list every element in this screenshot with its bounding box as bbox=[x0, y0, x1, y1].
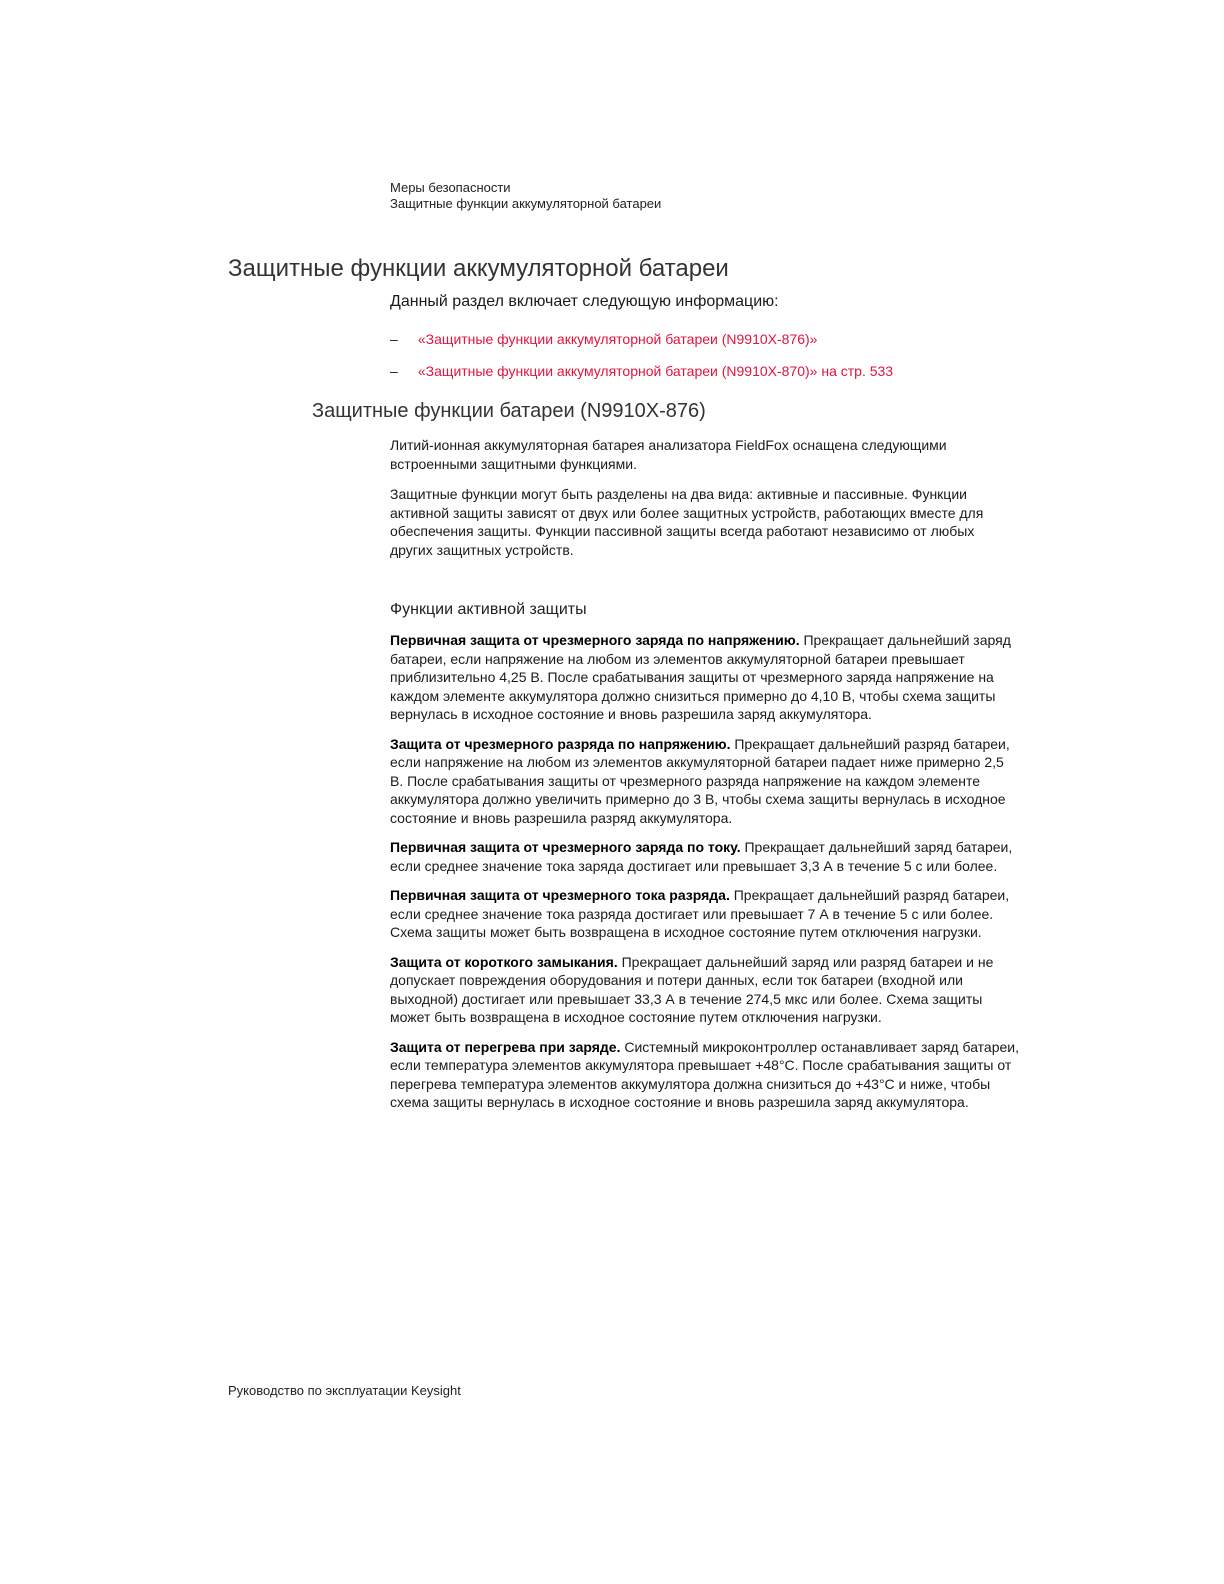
protection-description: Прекращает дальнейший заряд батареи, если среднее значение тока заряда достигает или превышает 3,3 А в течение 5 с или более. bbox=[390, 839, 1013, 874]
active-protection-list bbox=[390, 631, 1020, 1123]
protection-term: Первичная защита от чрезмерного тока разряда. bbox=[390, 887, 730, 903]
section-intro: Данный раздел включает следующую информацию: bbox=[390, 293, 779, 310]
protection-item bbox=[390, 631, 1020, 724]
page-footer: Руководство по эксплуатации Keysight bbox=[228, 1383, 461, 1398]
header-chapter: Меры безопасности bbox=[390, 180, 511, 195]
protection-item bbox=[390, 953, 1020, 1027]
protection-term: Защита от чрезмерного разряда по напряжению. bbox=[390, 735, 731, 752]
protection-term: Первичная защита от чрезмерного заряда по напряжению. bbox=[390, 632, 800, 648]
section-link-list bbox=[390, 328, 893, 392]
protection-description: Прекращает дальнейший заряд батареи, если напряжение на любом из элементов аккумуляторной батареи превышает приблизительно 4,25 В. После срабатывания защиты от чрезмерного заряда напряжение на каждом элементе аккумулятора должно снизиться примерно до 4,10 В, чтобы схема защиты вернулась в исходное состояние и вновь разрешила заряд аккумулятора. bbox=[390, 632, 1011, 722]
subsection-paragraph-2: Защитные функции могут быть разделены на два вида: активные и пассивные. Функции активной защиты зависят от двух или более защитных устройств, работающих вместе для обеспечения защиты. Функции пассивной защиты всегда работают независимо от любых других защитных устройств. bbox=[390, 486, 984, 558]
protection-term: Первичная защита от чрезмерного заряда по току. bbox=[390, 839, 741, 855]
protection-item bbox=[390, 838, 1020, 875]
section-title: Защитные функции аккумуляторной батареи bbox=[228, 255, 729, 282]
link-list-item bbox=[390, 328, 893, 360]
protection-term: Защита от перегрева при заряде. bbox=[390, 1038, 621, 1055]
protection-description: Прекращает дальнейший заряд или разряд батареи и не допускает повреждения оборудования и потери данных, если ток батареи (входной или выходной) достигает или превышает 33,3 А в течение 274,5 мкс или более. Схема защиты может быть возвращена в исходное состояние путем отключения нагрузки. bbox=[390, 953, 994, 1025]
header-section: Защитные функции аккумуляторной батареи bbox=[390, 196, 662, 211]
list-dash: – bbox=[390, 331, 398, 347]
cross-reference-link-876[interactable]: «Защитные функции аккумуляторной батареи (N9910X-876)» bbox=[417, 331, 818, 347]
active-protection-title: Функции активной защиты bbox=[390, 601, 587, 618]
list-dash: – bbox=[390, 363, 398, 379]
protection-item bbox=[390, 886, 1020, 942]
protection-description: Системный микроконтроллер останавливает заряд батареи, если температура элементов аккумулятора превышает +48°C. После срабатывания защиты от перегрева температура элементов аккумулятора должна снизиться до +43°C и ниже, чтобы схема защиты вернулась в исходное состояние и вновь разрешила заряд аккумулятора. bbox=[390, 1038, 1019, 1110]
subsection-paragraph-1: Литий-ионная аккумуляторная батарея анализатора FieldFox оснащена следующими встроенными защитными функциями. bbox=[390, 437, 947, 472]
subsection-title: Защитные функции батареи (N9910X-876) bbox=[312, 400, 706, 422]
protection-description: Прекращает дальнейший разряд батареи, если напряжение на любом из элементов аккумуляторной батареи падает ниже примерно 2,5 В. После срабатывания защиты от чрезмерного разряда напряжение на каждом элементе аккумулятора должно увеличить примерно до 3 В, чтобы схема защиты вернулась в исходное состояние и вновь разрешила разряд аккумулятора. bbox=[390, 735, 1010, 826]
cross-reference-link-870[interactable]: «Защитные функции аккумуляторной батареи (N9910X-870)» на стр. 533 bbox=[417, 363, 894, 379]
protection-term: Защита от короткого замыкания. bbox=[390, 953, 618, 970]
protection-description: Прекращает дальнейший разряд батареи, если среднее значение тока разряда достигает или превышает 7 А в течение 5 с или более. Схема защиты может быть возвращена в исходное состояние путем отключения нагрузки. bbox=[390, 887, 1010, 940]
link-list-item bbox=[390, 360, 893, 392]
protection-item bbox=[390, 1038, 1020, 1112]
running-header bbox=[390, 180, 661, 212]
protection-item bbox=[390, 735, 1020, 828]
